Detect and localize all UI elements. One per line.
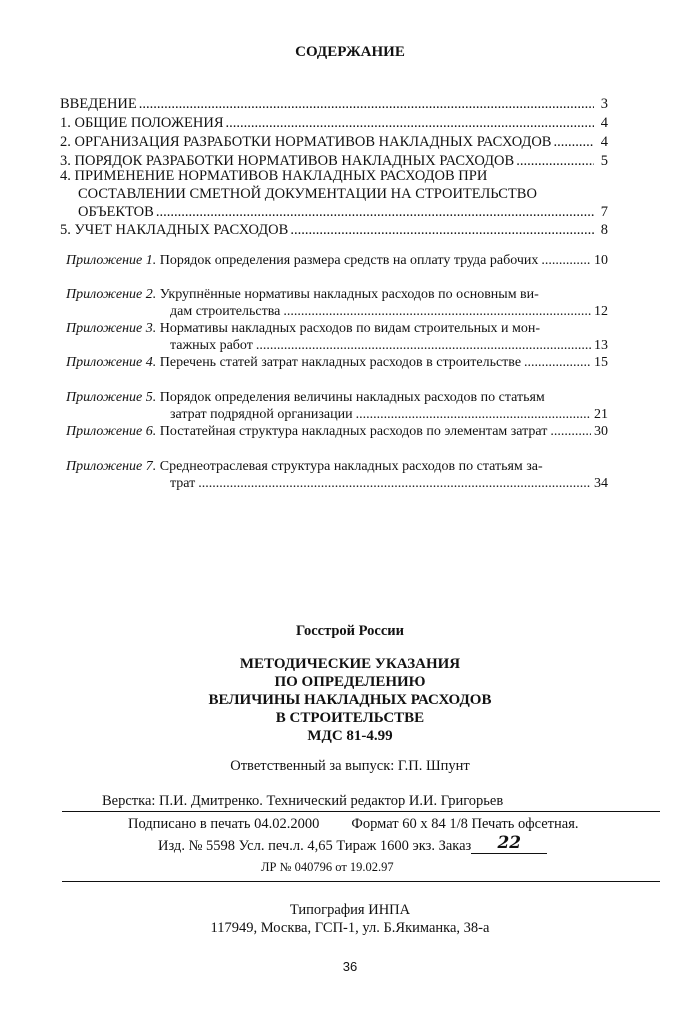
toc-item-4-line-1: 4. ПРИМЕНЕНИЕ НОРМАТИВОВ НАКЛАДНЫХ РАСХОДОВ ПРИ [60,168,488,184]
signed-to-print [128,816,578,833]
appendix-page: 13 [594,338,608,353]
leader-dots [541,253,591,269]
appendix-item [66,287,539,303]
appendix-item [66,321,540,337]
document-title-line: ПО ОПРЕДЕЛЕНИЮ [274,674,426,690]
toc-item [60,95,608,113]
document-title-line: МДС 81-4.99 [307,728,393,744]
responsible-editor: Ответственный за выпуск: Г.П. Шпунт [230,758,470,774]
appendix-prefix: Приложение 5. [66,390,157,405]
toc-item-page: 8 [600,222,608,238]
appendix-text: затрат подрядной организации [170,407,353,422]
document-title-line: В СТРОИТЕЛЬСТВЕ [275,710,425,726]
leader-dots [516,152,594,170]
layout-credit: Верстка: П.И. Дмитренко. Технический редактор И.И. Григорьев [102,793,504,809]
toc-item-label: 5. УЧЕТ НАКЛАДНЫХ РАСХОДОВ [60,222,289,238]
order-number: 22 [497,833,522,853]
appendix-text: Порядок определения размера средств на оплату труда рабочих [159,253,539,268]
leader-dots [256,338,591,354]
appendix-text: трат [170,476,196,491]
appendix-text: Нормативы накладных расходов по видам строительных и мон- [159,321,541,336]
appendix-page: 10 [594,253,608,268]
toc-item-label: 3. ПОРЯДОК РАЗРАБОТКИ НОРМАТИВОВ НАКЛАДНЫХ РАСХОДОВ [60,153,515,169]
license: ЛР № 040796 от 19.02.97 [261,860,394,874]
toc-title: СОДЕРЖАНИЕ [295,44,405,60]
print-format: Формат 60 x 84 1/8 Печать офсетная. [351,816,579,832]
appendix-text: Постатейная структура накладных расходов по элементам затрат [159,424,548,439]
leader-dots [226,114,594,132]
appendix-page: 30 [594,424,608,439]
toc-item-label: ОБЪЕКТОВ [78,204,154,220]
appendix-item [66,253,608,269]
toc-item [60,133,608,151]
toc-item-label: 2. ОРГАНИЗАЦИЯ РАЗРАБОТКИ НОРМАТИВОВ НАКЛАДНЫХ РАСХОДОВ [60,134,552,150]
printer-address: 117949, Москва, ГСП-1, ул. Б.Якиманка, 38-а [210,920,490,936]
leader-dots [356,407,591,423]
appendix-text: Среднеотраслевая структура накладных расходов по статьям за- [159,459,543,474]
appendix-continuation [170,304,608,320]
leader-dots [290,221,594,239]
toc-item-page: 4 [600,134,608,150]
printer-name: Типография ИНПА [289,902,411,918]
appendix-page: 12 [594,304,608,319]
leader-dots [283,304,591,320]
leader-dots [524,355,591,371]
appendix-text: тажных работ [170,338,253,353]
leader-dots [553,133,594,151]
appendix-item [66,390,545,406]
leader-dots [139,95,594,113]
publication-info: Изд. № 5598 Усл. печ.л. 4,65 Тираж 1600 экз. Заказ [158,838,472,854]
appendix-prefix: Приложение 2. [66,287,157,302]
appendix-text: дам строительства [170,304,281,319]
toc-item [78,203,608,221]
appendix-item [66,424,608,440]
page-number: 36 [342,959,358,974]
toc-item-label: 1. ОБЩИЕ ПОЛОЖЕНИЯ [60,115,224,131]
leader-dots [156,203,594,221]
leader-dots [550,424,591,440]
appendix-continuation [170,338,608,354]
document-title [0,655,700,745]
appendix-item [66,355,608,371]
document-title-line: МЕТОДИЧЕСКИЕ УКАЗАНИЯ [239,656,461,672]
appendix-prefix: Приложение 3. [66,321,157,336]
toc-item-page: 5 [600,153,608,169]
toc-item [60,114,608,132]
toc-item-4-line-2: СОСТАВЛЕНИИ СМЕТНОЙ ДОКУМЕНТАЦИИ НА СТРОИТЕЛЬСТВО [78,186,537,202]
appendix-continuation [170,476,608,492]
divider [62,811,660,812]
appendix-page: 34 [594,476,608,491]
appendix-page: 21 [594,407,608,422]
document-title-line: ВЕЛИЧИНЫ НАКЛАДНЫХ РАСХОДОВ [208,692,492,708]
toc-item-label: ВВЕДЕНИЕ [60,96,137,112]
toc-item-page: 3 [600,96,608,112]
divider [62,881,660,882]
leader-dots [198,476,591,492]
appendix-prefix: Приложение 7. [66,459,157,474]
publication-details [158,835,547,856]
toc-item-page: 4 [600,115,608,131]
publisher: Госстрой России [296,623,404,639]
toc-item-page: 7 [600,204,608,220]
toc-item [60,221,608,239]
appendix-text: Порядок определения величины накладных расходов по статьям [159,390,545,405]
appendix-page: 15 [594,355,608,370]
appendix-item [66,459,543,475]
appendix-continuation [170,407,608,423]
appendix-prefix: Приложение 4. [66,355,157,370]
signed-date: Подписано в печать 04.02.2000 [128,816,320,832]
appendix-prefix: Приложение 6. [66,424,157,439]
appendix-prefix: Приложение 1. [66,253,157,268]
appendix-text: Перечень статей затрат накладных расходов в строительстве [159,355,522,370]
appendix-text: Укрупнённые нормативы накладных расходов по основным ви- [159,287,539,302]
